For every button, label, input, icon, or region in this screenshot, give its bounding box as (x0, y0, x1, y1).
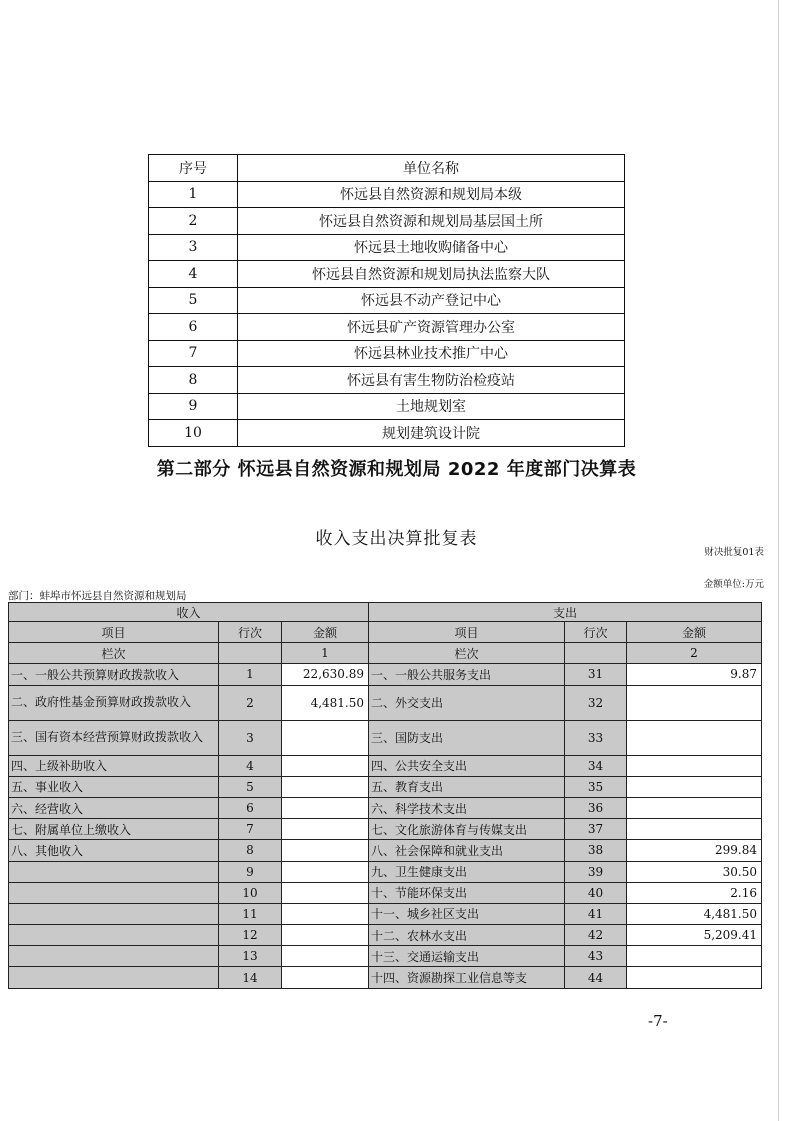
expense-line-number: 43 (565, 946, 627, 967)
table-row (149, 420, 625, 447)
expense-line-number: 35 (565, 776, 627, 797)
table-row (9, 755, 762, 776)
income-line-number: 8 (219, 840, 282, 861)
income-amount (282, 882, 369, 903)
expense-item: 七、文化旅游体育与传媒支出 (369, 819, 565, 840)
expense-amount: 2.16 (627, 882, 762, 903)
expense-line-number: 44 (565, 967, 627, 988)
section-header-row (9, 603, 762, 622)
income-item: 一、一般公共预算财政拨款收入 (9, 664, 219, 685)
unit-name: 怀远县矿产资源管理办公室 (238, 314, 625, 341)
table-row (149, 314, 625, 341)
col-header-expense-item: 项目 (369, 622, 565, 643)
empty-cell (219, 643, 282, 664)
unit-table-header (149, 155, 625, 182)
income-line-number: 5 (219, 776, 282, 797)
income-item (9, 903, 219, 924)
report-title: 收入支出决算批复表 (315, 529, 478, 549)
income-column-number: 1 (282, 643, 369, 664)
income-amount (282, 925, 369, 946)
income-item: 七、附属单位上缴收入 (9, 819, 219, 840)
expense-item: 十三、交通运输支出 (369, 946, 565, 967)
col-header-income-amount: 金额 (282, 622, 369, 643)
expense-item: 十四、资源勘探工业信息等支 (369, 967, 565, 988)
unit-index: 5 (149, 287, 238, 314)
income-line-number: 4 (219, 755, 282, 776)
expense-line-number: 32 (565, 685, 627, 720)
income-amount (282, 967, 369, 988)
lanci-income-label: 栏次 (9, 643, 219, 664)
unit-index: 3 (149, 234, 238, 261)
unit-index: 1 (149, 181, 238, 208)
expense-line-number: 40 (565, 882, 627, 903)
table-row (149, 393, 625, 420)
expense-line-number: 33 (565, 720, 627, 755)
expense-amount (627, 967, 762, 988)
unit-index: 9 (149, 393, 238, 420)
table-row (149, 208, 625, 235)
expense-amount: 5,209.41 (627, 925, 762, 946)
income-amount: 4,481.50 (282, 685, 369, 720)
table-row (149, 287, 625, 314)
expense-amount (627, 685, 762, 720)
column-number-row (9, 643, 762, 664)
expense-line-number: 38 (565, 840, 627, 861)
expense-line-number: 36 (565, 797, 627, 818)
expense-line-number: 39 (565, 861, 627, 882)
income-line-number: 7 (219, 819, 282, 840)
expense-item: 十、节能环保支出 (369, 882, 565, 903)
income-item: 六、经营收入 (9, 797, 219, 818)
table-row (9, 819, 762, 840)
unit-index: 8 (149, 367, 238, 394)
income-item (9, 946, 219, 967)
expense-line-number: 42 (565, 925, 627, 946)
income-line-number: 13 (219, 946, 282, 967)
table-row (9, 925, 762, 946)
amount-unit-note: 金额单位:万元 (703, 579, 764, 590)
header-unit-name: 单位名称 (238, 155, 625, 182)
unit-name: 怀远县土地收购储备中心 (238, 234, 625, 261)
income-line-number: 3 (219, 720, 282, 755)
table-row (9, 840, 762, 861)
table-row (9, 664, 762, 685)
expense-section-label: 支出 (369, 603, 762, 622)
table-row (149, 181, 625, 208)
income-item: 三、国有资本经营预算财政拨款收入 (9, 720, 219, 755)
unit-index: 10 (149, 420, 238, 447)
lanci-expense-label: 栏次 (369, 643, 565, 664)
table-row (149, 367, 625, 394)
part-title: 第二部分 怀远县自然资源和规划局 2022 年度部门决算表 (156, 459, 637, 480)
expense-amount (627, 776, 762, 797)
income-line-number: 11 (219, 903, 282, 924)
income-item: 八、其他收入 (9, 840, 219, 861)
table-row (9, 903, 762, 924)
income-section-label: 收入 (9, 603, 369, 622)
unit-name: 怀远县不动产登记中心 (238, 287, 625, 314)
expense-column-number: 2 (627, 643, 762, 664)
expense-item: 三、国防支出 (369, 720, 565, 755)
expense-item: 四、公共安全支出 (369, 755, 565, 776)
expense-item: 十二、农林水支出 (369, 925, 565, 946)
expense-amount: 4,481.50 (627, 903, 762, 924)
unit-name: 怀远县自然资源和规划局基层国土所 (238, 208, 625, 235)
income-amount (282, 903, 369, 924)
column-header-row (9, 622, 762, 643)
unit-name: 土地规划室 (238, 393, 625, 420)
expense-amount (627, 720, 762, 755)
income-line-number: 10 (219, 882, 282, 903)
income-line-number: 6 (219, 797, 282, 818)
expense-amount (627, 946, 762, 967)
unit-name: 怀远县自然资源和规划局本级 (238, 181, 625, 208)
table-row (9, 882, 762, 903)
income-item (9, 967, 219, 988)
unit-name: 规划建筑设计院 (238, 420, 625, 447)
expense-amount (627, 819, 762, 840)
income-item: 五、事业收入 (9, 776, 219, 797)
form-code: 财决批复01表 (704, 547, 764, 558)
page-number: -7- (648, 1012, 668, 1030)
expense-amount: 30.50 (627, 861, 762, 882)
table-row (9, 720, 762, 755)
income-item: 二、政府性基金预算财政拨款收入 (9, 685, 219, 720)
page-edge-line (778, 0, 779, 1121)
expense-line-number: 34 (565, 755, 627, 776)
header-index: 序号 (149, 155, 238, 182)
income-amount (282, 797, 369, 818)
income-item: 四、上级补助收入 (9, 755, 219, 776)
table-row (9, 685, 762, 720)
unit-index: 4 (149, 261, 238, 288)
income-expense-table (8, 602, 762, 989)
unit-name: 怀远县有害生物防治检疫站 (238, 367, 625, 394)
expense-item: 九、卫生健康支出 (369, 861, 565, 882)
empty-cell (565, 643, 627, 664)
income-amount: 22,630.89 (282, 664, 369, 685)
expense-item: 一、一般公共服务支出 (369, 664, 565, 685)
income-amount (282, 861, 369, 882)
expense-item: 六、科学技术支出 (369, 797, 565, 818)
expense-item: 八、社会保障和就业支出 (369, 840, 565, 861)
income-item (9, 861, 219, 882)
unit-index: 7 (149, 340, 238, 367)
expense-amount: 9.87 (627, 664, 762, 685)
income-line-number: 9 (219, 861, 282, 882)
income-amount (282, 946, 369, 967)
expense-item: 二、外交支出 (369, 685, 565, 720)
income-amount (282, 776, 369, 797)
unit-list-table (148, 154, 625, 447)
income-item (9, 925, 219, 946)
unit-index: 2 (149, 208, 238, 235)
expense-line-number: 41 (565, 903, 627, 924)
table-row (9, 861, 762, 882)
table-row (149, 234, 625, 261)
col-header-income-line: 行次 (219, 622, 282, 643)
table-row (9, 776, 762, 797)
income-amount (282, 720, 369, 755)
unit-name: 怀远县自然资源和规划局执法监察大队 (238, 261, 625, 288)
income-amount (282, 819, 369, 840)
income-line-number: 14 (219, 967, 282, 988)
col-header-expense-amount: 金额 (627, 622, 762, 643)
expense-amount (627, 755, 762, 776)
income-amount (282, 755, 369, 776)
expense-line-number: 37 (565, 819, 627, 840)
expense-item: 十一、城乡社区支出 (369, 903, 565, 924)
table-row (9, 797, 762, 818)
department-label: 部门：蚌埠市怀远县自然资源和规划局 (8, 590, 187, 602)
expense-amount (627, 797, 762, 818)
income-line-number: 12 (219, 925, 282, 946)
unit-name: 怀远县林业技术推广中心 (238, 340, 625, 367)
table-row (149, 340, 625, 367)
income-line-number: 2 (219, 685, 282, 720)
expense-amount: 299.84 (627, 840, 762, 861)
income-line-number: 1 (219, 664, 282, 685)
income-amount (282, 840, 369, 861)
table-row (9, 967, 762, 988)
expense-item: 五、教育支出 (369, 776, 565, 797)
col-header-expense-line: 行次 (565, 622, 627, 643)
expense-line-number: 31 (565, 664, 627, 685)
income-item (9, 882, 219, 903)
col-header-income-item: 项目 (9, 622, 219, 643)
table-row (149, 261, 625, 288)
table-row (9, 946, 762, 967)
unit-index: 6 (149, 314, 238, 341)
